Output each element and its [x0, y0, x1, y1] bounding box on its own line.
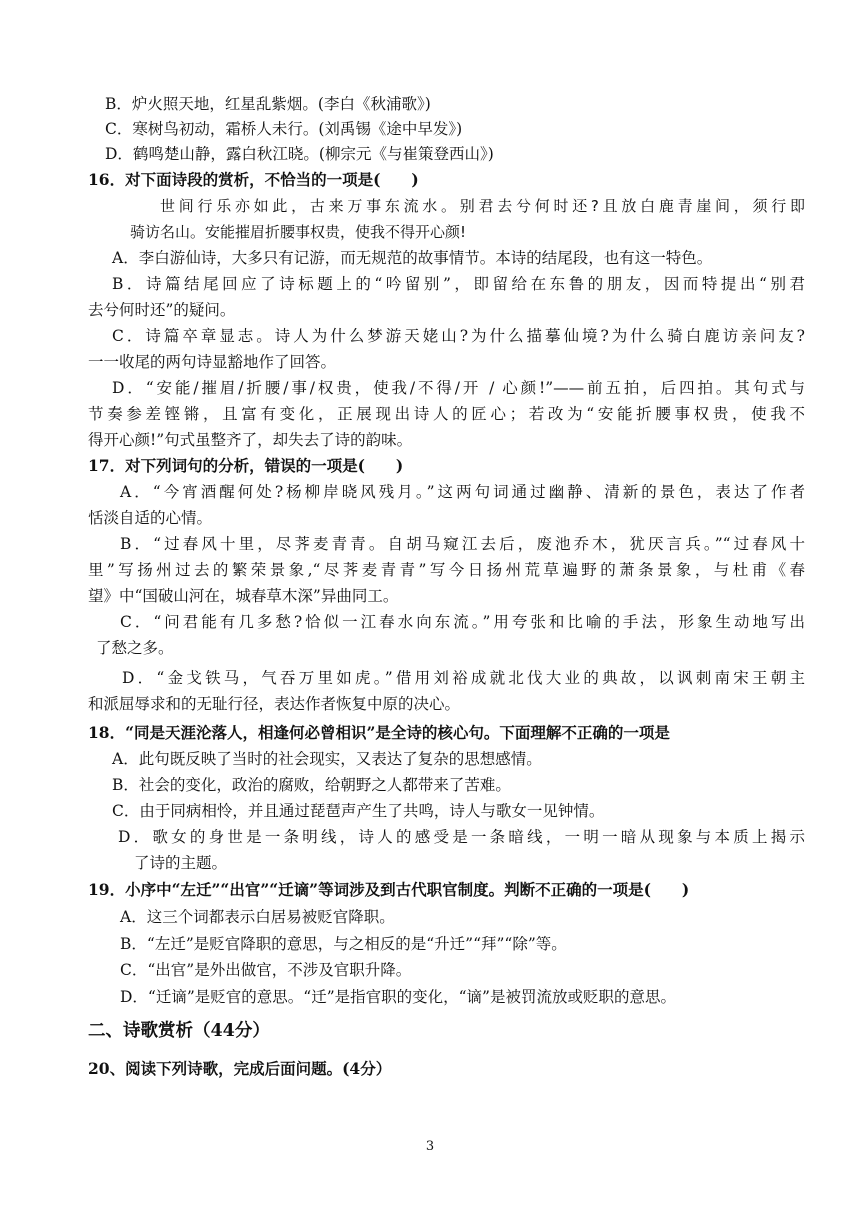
q18-option-c: C．由于同病相怜，并且通过琵琶声产生了共鸣，诗人与歌女一见钟情。	[112, 802, 605, 820]
q18-option-a: A．此句既反映了当时的社会现实，又表达了复杂的思想感情。	[112, 750, 542, 768]
option-b-line: B．炉火照天地，红星乱紫烟。(李白《秋浦歌》)	[105, 95, 431, 113]
page-number: 3	[425, 1139, 435, 1154]
q16-option-d-line-2: 节奏参差铿锵，且富有变化，正展现出诗人的匠心；若改为“安能折腰事权贵，使我不	[88, 405, 805, 423]
q17-option-d-line-2: 和派屈辱求和的无耻行径，表达作者恢复中原的决心。	[88, 695, 461, 713]
q18-option-b: B．社会的变化，政治的腐败，给朝野之人都带来了苦难。	[112, 776, 511, 794]
q17-option-b-line-3: 望》中“国破山河在，城春草木深”异曲同工。	[88, 587, 399, 605]
q16-option-d-line-3: 得开心颜!”句式虽整齐了，却失去了诗的韵味。	[88, 431, 413, 449]
q16-option-c-line-1: C．诗篇卒章显志。诗人为什么梦游天姥山?为什么描摹仙境?为什么骑白鹿访亲问友?	[112, 327, 805, 345]
q19-option-c: C．“出官”是外出做官，不涉及官职升降。	[120, 961, 412, 979]
section-2-heading: 二、诗歌赏析（44分）	[88, 1021, 270, 1041]
q16-option-c-line-2: 一一收尾的两句诗显豁地作了回答。	[88, 353, 337, 371]
q17-option-c-line-2: 了愁之多。	[96, 639, 174, 657]
q17-option-b-line-1: B．“过春风十里，尽荠麦青青。自胡马窥江去后，废池乔木，犹厌言兵。”“过春风十	[120, 535, 805, 553]
poem-excerpt-line-2: 骑访名山。安能摧眉折腰事权贵，使我不得开心颜!	[130, 223, 467, 241]
q19-option-b: B．“左迁”是贬官降职的意思，与之相反的是“升迁”“拜”“除”等。	[120, 935, 567, 953]
q18-option-d-line-2: 了诗的主题。	[134, 854, 228, 872]
question-17-title: 17．对下列词句的分析，错误的一项是( )	[88, 456, 404, 475]
q16-option-b-line-2: 去兮何时还”的疑问。	[88, 301, 236, 319]
q16-option-d-line-1: D．“安能/摧眉/折腰/事/权贵，使我/不得/开 / 心颜!”——前五拍，后四拍。其句式与	[112, 379, 805, 397]
question-19-title: 19．小序中“左迁”“出官”“迁谪”等词涉及到古代职官制度。判断不正确的一项是( )	[88, 880, 690, 899]
q17-option-d-line-1: D．“金戈铁马，气吞万里如虎。”借用刘裕成就北伐大业的典故，以讽刺南宋王朝主	[122, 669, 805, 687]
question-16-title: 16．对下面诗段的赏析，不恰当的一项是( )	[88, 170, 419, 189]
option-d-line: D．鹤鸣楚山静，露白秋江晓。(柳宗元《与崔策登西山》)	[105, 145, 494, 163]
q16-option-b-line-1: B．诗篇结尾回应了诗标题上的“吟留别”，即留给在东鲁的朋友，因而特提出“别君	[112, 275, 805, 293]
q17-option-a-line-1: A．“今宵酒醒何处?杨柳岸晓风残月。”这两句词通过幽静、清新的景色，表达了作者	[120, 483, 805, 501]
question-18-title: 18．“同是天涯沦落人，相逢何必曾相识”是全诗的核心句。下面理解不正确的一项是	[88, 723, 670, 742]
q18-option-d-line-1: D．歌女的身世是一条明线，诗人的感受是一条暗线，一明一暗从现象与本质上揭示	[118, 828, 805, 846]
q17-option-c-line-1: C．“问君能有几多愁?恰似一江春水向东流。”用夸张和比喻的手法，形象生动地写出	[120, 613, 805, 631]
option-c-line: C．寒树鸟初动，霜桥人未行。(刘禹锡《途中早发》)	[105, 120, 463, 138]
q17-option-b-line-2: 里”写扬州过去的繁荣景象,“尽荠麦青青”写今日扬州荒草遍野的萧条景象，与杜甫《春	[88, 561, 805, 579]
poem-excerpt-line-1: 世间行乐亦如此，古来万事东流水。别君去兮何时还?且放白鹿青崖间，须行即	[160, 197, 805, 215]
q17-option-a-line-2: 恬淡自适的心情。	[88, 509, 213, 527]
question-20-title: 20、阅读下列诗歌，完成后面问题。(4分）	[88, 1059, 392, 1078]
q16-option-a: A．李白游仙诗，大多只有记游，而无规范的故事情节。本诗的结尾段，也有这一特色。	[112, 249, 713, 267]
q19-option-d: D．“迁谪”是贬官的意思。“迁”是指官职的变化，“谪”是被罚流放或贬职的意思。	[120, 988, 676, 1006]
q19-option-a: A．这三个词都表示白居易被贬官降职。	[120, 908, 395, 926]
